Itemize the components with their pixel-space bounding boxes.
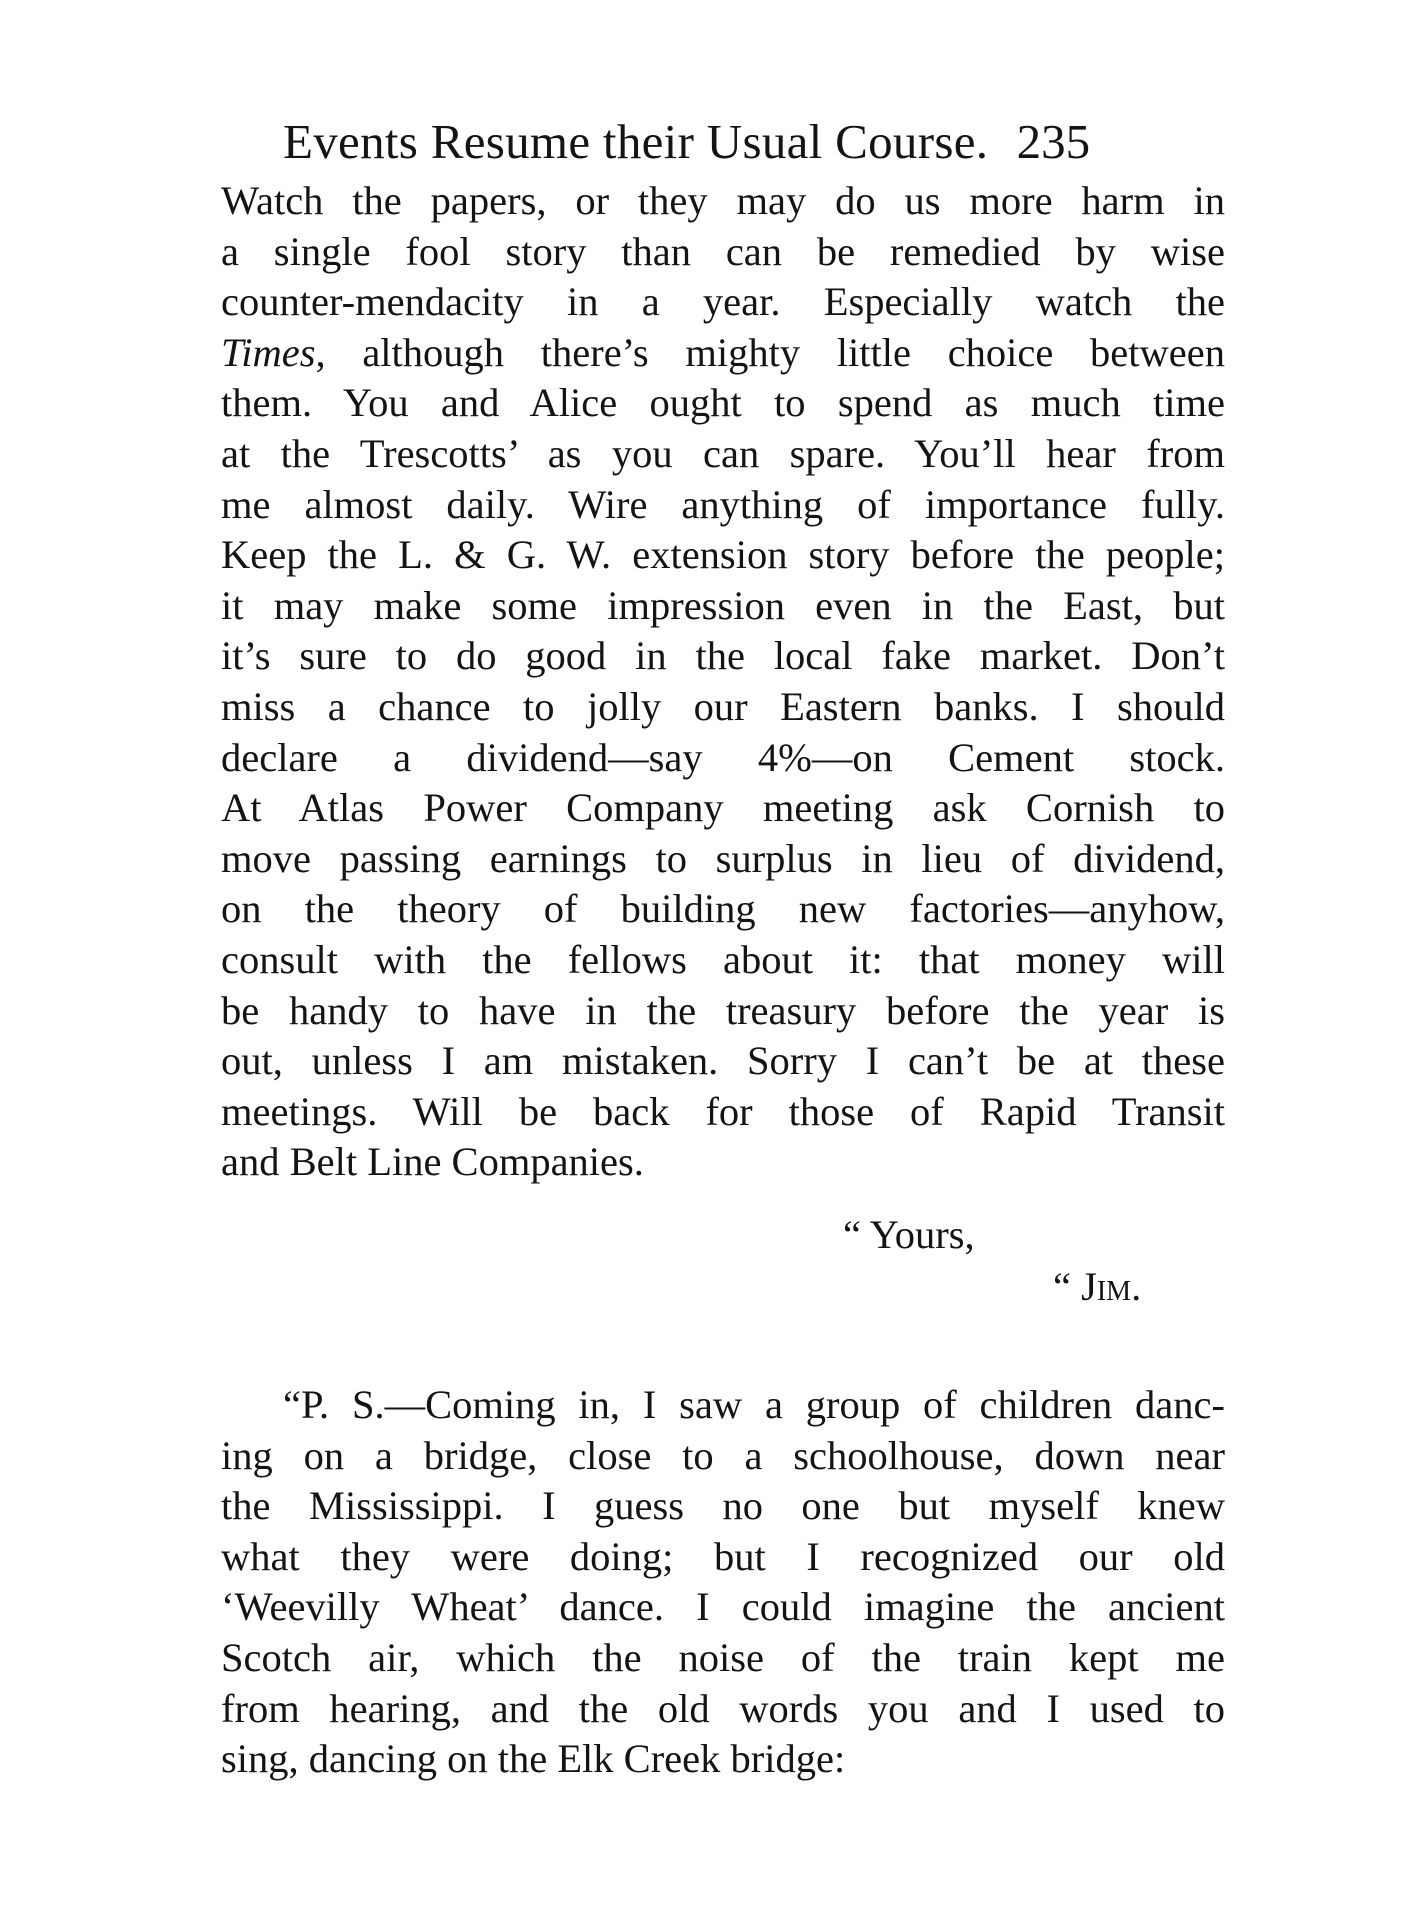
text-line: on the theory of building new factories—anyhow, bbox=[221, 886, 1225, 932]
text-line: the Mississippi. I guess no one but myself knew bbox=[221, 1483, 1225, 1529]
text-line: ing on a bridge, close to a schoolhouse, down near bbox=[221, 1432, 1225, 1478]
chapter-title: Events Resume their Usual Course. bbox=[283, 114, 989, 169]
page-number: 235 bbox=[1016, 114, 1091, 169]
letter-signature: “ Jim. bbox=[1053, 1264, 1142, 1309]
text-line: Watch the papers, or they may do us more harm in bbox=[221, 178, 1225, 223]
text-line: Keep the L. & G. W. extension story before the people; bbox=[221, 532, 1225, 578]
text-line: “P. S.—Coming in, I saw a group of children danc- bbox=[283, 1382, 1225, 1427]
italic-word: Times bbox=[221, 329, 316, 375]
text-line: from hearing, and the old words you and I used to bbox=[221, 1685, 1225, 1731]
text-line: sing, dancing on the Elk Creek bridge: bbox=[221, 1736, 846, 1782]
text-line: and Belt Line Companies. bbox=[221, 1139, 644, 1185]
text-line: declare a dividend—say 4%—on Cement stock. bbox=[221, 734, 1225, 780]
text-line: it’s sure to do good in the local fake market. Don’t bbox=[221, 633, 1225, 679]
text-line: Times, although there’s mighty little choice between bbox=[221, 329, 1225, 375]
text-line: At Atlas Power Company meeting ask Cornish to bbox=[221, 785, 1225, 831]
postscript bbox=[221, 1380, 1225, 1785]
text-line: ‘Weevilly Wheat’ dance. I could imagine the ancient bbox=[221, 1584, 1225, 1630]
text-line: them. You and Alice ought to spend as much time bbox=[221, 380, 1225, 426]
text-line: counter-mendacity in a year. Especially watch the bbox=[221, 279, 1225, 325]
text-line: move passing earnings to surplus in lieu of dividend, bbox=[221, 835, 1225, 881]
letter-body bbox=[221, 176, 1225, 1188]
text-line: consult with the fellows about it: that money will bbox=[221, 936, 1225, 982]
text-line: me almost daily. Wire anything of importance fully. bbox=[221, 481, 1225, 527]
text-line: it may make some impression even in the East, but bbox=[221, 582, 1225, 628]
text-line: Scotch air, which the noise of the train kept me bbox=[221, 1634, 1225, 1680]
text-line: out, unless I am mistaken. Sorry I can’t be at these bbox=[221, 1038, 1225, 1084]
text-line: be handy to have in the treasury before the year is bbox=[221, 987, 1225, 1033]
text-line: miss a chance to jolly our Eastern banks. I should bbox=[221, 683, 1225, 729]
text-line: at the Trescotts’ as you can spare. You’ll hear from bbox=[221, 430, 1225, 476]
running-head bbox=[283, 112, 1233, 172]
text-line: a single fool story than can be remedied by wise bbox=[221, 228, 1225, 274]
letter-closing: “ Yours, bbox=[843, 1212, 975, 1257]
text-line: what they were doing; but I recognized our old bbox=[221, 1533, 1225, 1579]
text-line: meetings. Will be back for those of Rapid Transit bbox=[221, 1088, 1225, 1134]
